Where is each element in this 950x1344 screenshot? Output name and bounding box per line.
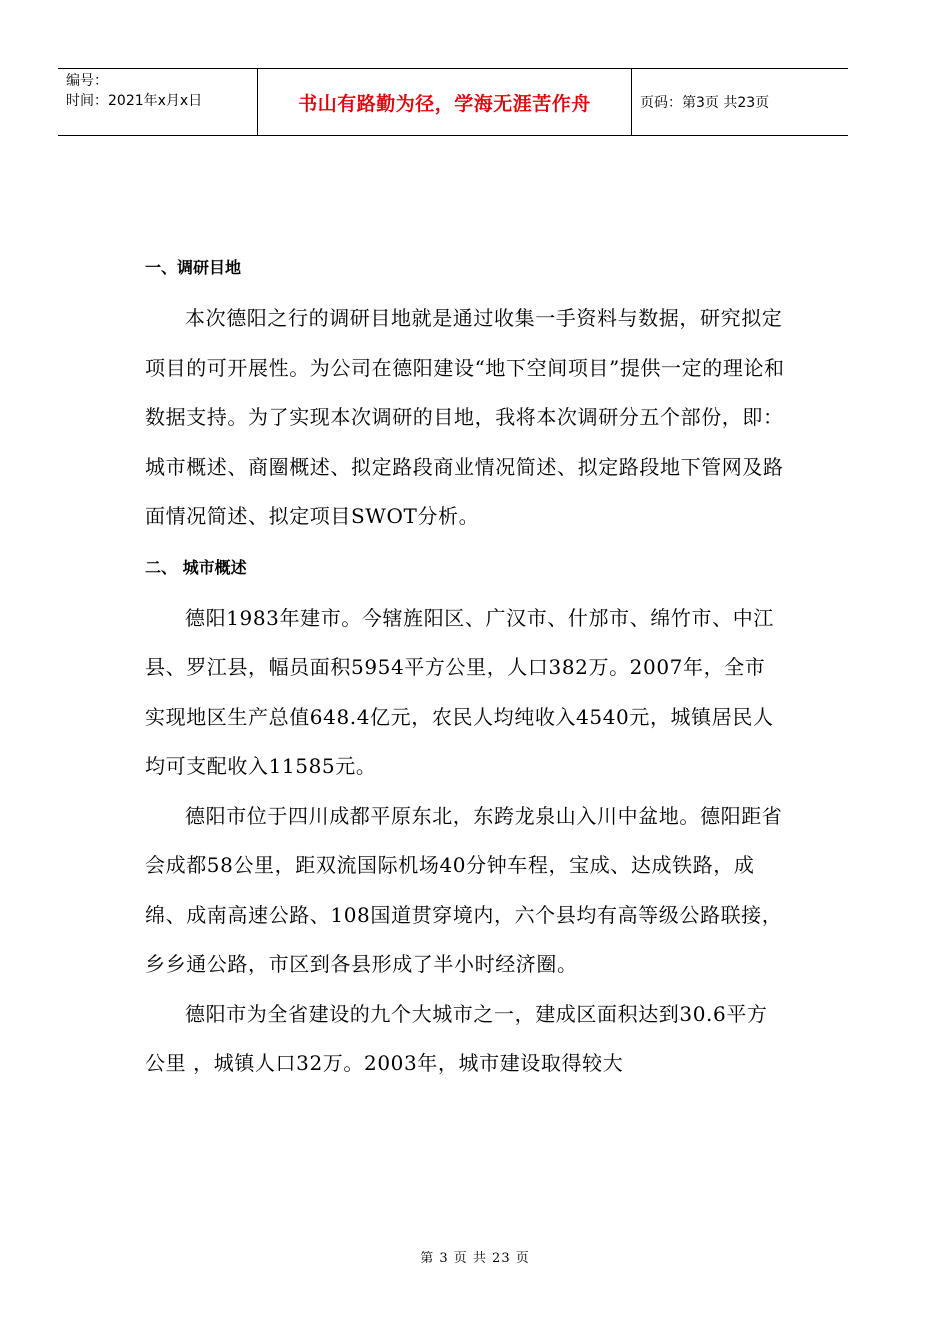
header-motto-cell	[258, 69, 632, 135]
header-meta-cell	[58, 69, 258, 135]
document-time-label: 时间：2021年x月x日	[66, 93, 203, 109]
page-footer: 第 3 页 共 23 页	[420, 1251, 530, 1266]
section-heading: 二、 城市概述	[145, 557, 247, 577]
body-paragraph: 本次德阳之行的调研目地就是通过收集一手资料与数据，研究拟定项目的可开展性。为公司在德阳建设“地下空间项目”提供一定的理论和数据支持。为了实现本次调研的目地，我将本次调研分五个部份，即：城市概述、商圈概述、拟定路段商业情况简述、拟定路段地下管网及路面情况简述、拟定项目SWOT分析。	[145, 306, 785, 528]
document-number-label: 编号：	[66, 73, 108, 89]
body-paragraph: 德阳市为全省建设的九个大城市之一，建成区面积达到30.6平方公里 ，城镇人口32万。2003年，城市建设取得较大	[145, 1001, 768, 1075]
document-header	[58, 68, 848, 136]
section-heading: 一、调研目地	[145, 258, 242, 277]
body-paragraph: 德阳1983年建市。今辖旌阳区、广汉市、什邡市、绵竹市、中江县、罗江县，幅员面积5954平方公里，人口382万。2007年，全市实现地区生产总值648.4亿元，农民人均纯收入4540元，城镇居民人均可支配收入11585元。	[145, 605, 774, 778]
header-page-info: 页码：第3页 共23页	[640, 95, 770, 111]
header-motto: 书山有路勤为径，学海无涯苦作舟	[298, 92, 591, 115]
body-paragraph: 德阳市位于四川成都平原东北，东跨龙泉山入川中盆地。德阳距省会成都58公里，距双流国际机场40分钟车程，宝成、达成铁路，成绵、成南高速公路、108国道贯穿境内，六个县均有高等级公路联接，乡乡通公路，市区到各县形成了半小时经济圈。	[145, 803, 783, 976]
header-page-cell	[632, 69, 848, 135]
document-body	[145, 248, 785, 1089]
